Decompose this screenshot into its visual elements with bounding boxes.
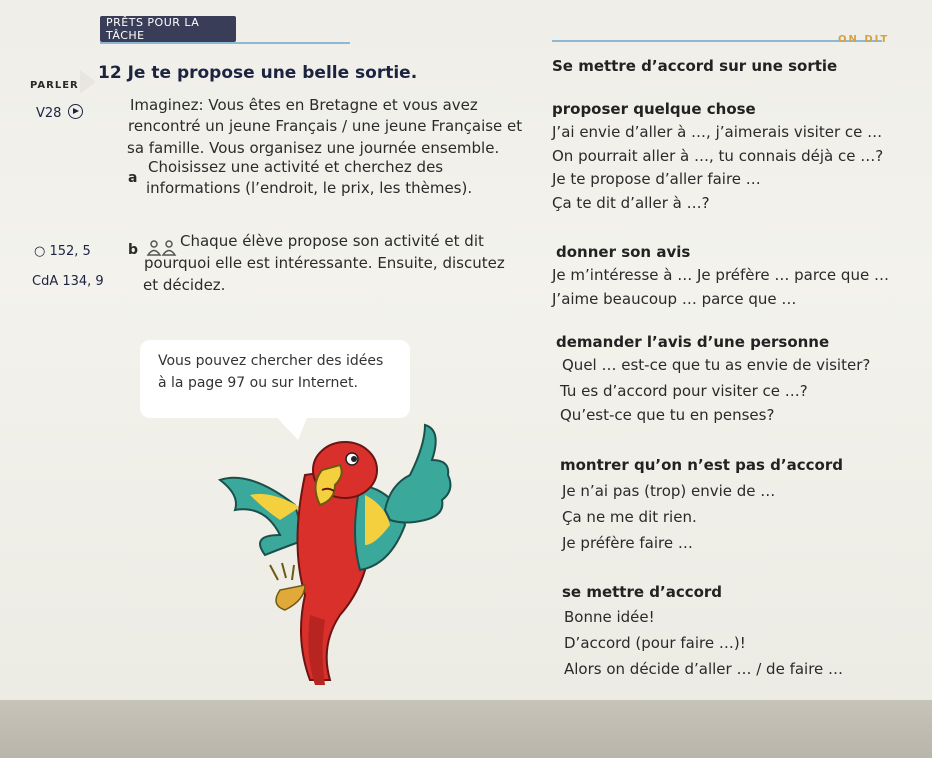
- exercise-title-text: Je te propose une belle sortie.: [127, 63, 418, 83]
- phrase-line: D’accord (pour faire …)!: [564, 634, 746, 652]
- part-b-line: pourquoi elle est intéressante. Ensuite, discutez: [144, 254, 505, 272]
- phrase-line: Bonne idée!: [564, 608, 655, 626]
- section-badge: [100, 16, 236, 42]
- exercise-number: 12: [98, 63, 122, 83]
- section-head-pas-accord: montrer qu’on n’est pas d’accord: [560, 456, 843, 474]
- reference-152: ○ 152, 5: [34, 244, 91, 259]
- play-icon: [68, 104, 83, 119]
- speech-bubble: [140, 340, 410, 418]
- phrase-line: Quel … est-ce que tu as envie de visiter?: [562, 356, 871, 374]
- phrase-line: Je te propose d’aller faire …: [552, 170, 761, 188]
- part-b-letter: b: [128, 242, 139, 258]
- part-a-letter: a: [128, 170, 138, 186]
- on-dit-label: ON DIT: [838, 34, 890, 45]
- bubble-line: à la page 97 ou sur Internet.: [158, 375, 358, 391]
- video-ref-label: V28: [36, 106, 62, 121]
- parler-label: PARLER: [30, 80, 79, 91]
- exercise-title: [98, 63, 417, 83]
- part-a-line: Choisissez une activité et cherchez des: [148, 158, 444, 176]
- intro-line: Imaginez: Vous êtes en Bretagne et vous avez: [130, 96, 478, 114]
- phrases-title: Se mettre d’accord sur une sortie: [552, 57, 838, 75]
- phrase-line: Ça ne me dit rien.: [562, 508, 697, 526]
- badge-label: PRÊTS POUR LA TÂCHE: [106, 16, 200, 42]
- section-head-demander: demander l’avis d’une personne: [556, 333, 830, 351]
- parrot-illustration: [210, 415, 470, 699]
- phrase-line: Ça te dit d’aller à …?: [552, 194, 710, 212]
- phrase-line: Je n’ai pas (trop) envie de …: [562, 482, 776, 500]
- part-a-line: informations (l’endroit, le prix, les thèmes).: [146, 179, 473, 197]
- section-head-accord: se mettre d’accord: [562, 583, 723, 601]
- part-b-line: Chaque élève propose son activité et dit: [180, 232, 484, 250]
- phrase-line: J’ai envie d’aller à …, j’aimerais visiter ce …: [552, 123, 883, 141]
- intro-line: sa famille. Vous organisez une journée ensemble.: [127, 139, 500, 157]
- bubble-line: Vous pouvez chercher des idées: [158, 353, 384, 369]
- reference-cda: CdA 134, 9: [32, 274, 104, 289]
- phrase-line: On pourrait aller à …, tu connais déjà ce …?: [552, 147, 884, 165]
- phrase-line: Je m’intéresse à … Je préfère … parce que …: [552, 266, 889, 284]
- divider-line: [100, 42, 350, 44]
- part-b-line: et décidez.: [143, 276, 226, 294]
- phrase-line: Alors on décide d’aller … / de faire …: [564, 660, 844, 678]
- phrase-line: J’aime beaucoup … parce que …: [552, 290, 797, 308]
- intro-line: rencontré un jeune Français / une jeune Française et: [128, 117, 523, 135]
- divider-line: [552, 40, 882, 42]
- section-head-avis: donner son avis: [556, 243, 691, 261]
- phrase-line: Je préfère faire …: [562, 534, 693, 552]
- page-edge: [0, 700, 932, 758]
- section-head-propose: proposer quelque chose: [552, 100, 756, 118]
- phrase-line: Qu’est-ce que tu en penses?: [560, 406, 775, 424]
- video-ref[interactable]: [36, 102, 83, 121]
- phrase-line: Tu es d’accord pour visiter ce …?: [560, 382, 808, 400]
